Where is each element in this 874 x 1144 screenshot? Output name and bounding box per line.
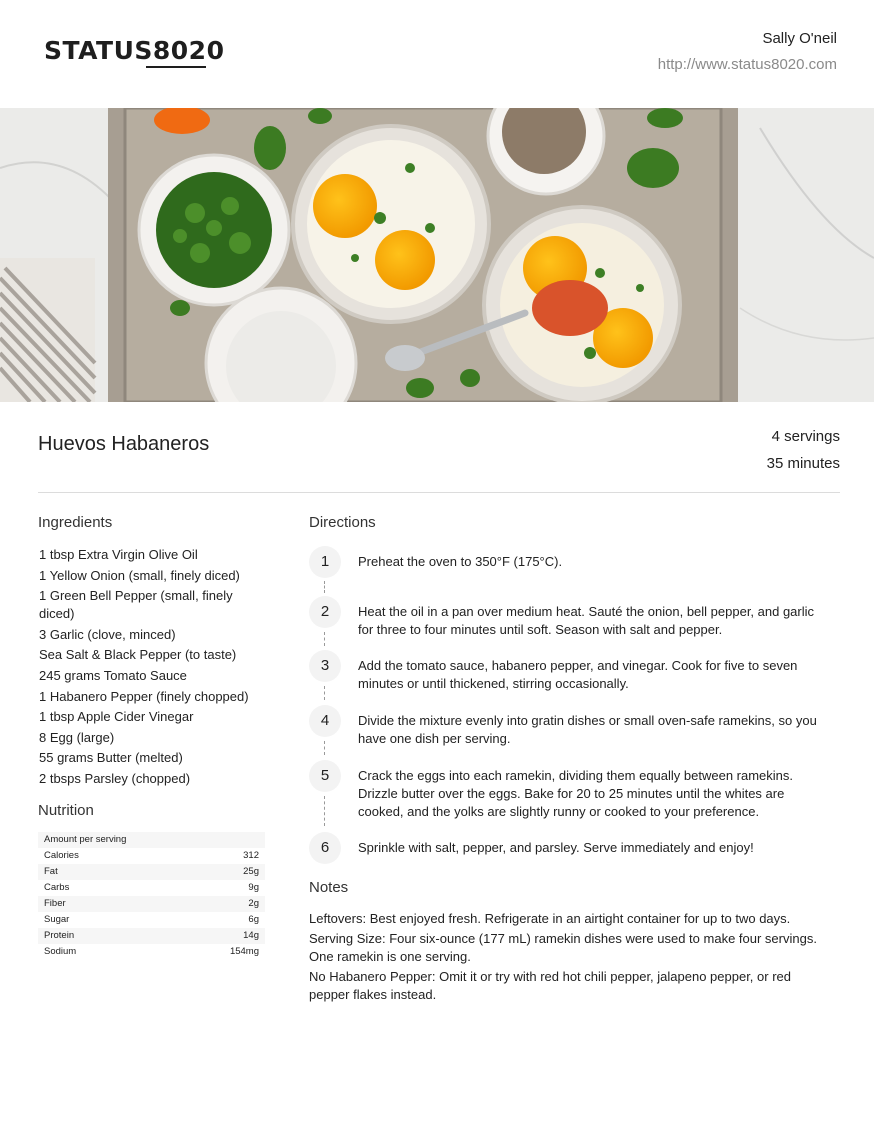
nutrition-label: Sodium	[44, 946, 77, 958]
step-text: Heat the oil in a pan over medium heat. Sauté the onion, bell pepper, and garlic for three to four minutes until soft. Season with salt and pepper.	[358, 604, 815, 637]
ingredient-item: 1 tbsp Extra Virgin Olive Oil	[39, 547, 198, 562]
ingredient-item: 1 Green Bell Pepper (small, finely diced)	[39, 588, 233, 622]
notes-list	[309, 910, 829, 1006]
section-divider	[38, 492, 840, 493]
nutrition-header-row	[38, 832, 265, 848]
step-connector	[324, 581, 325, 593]
nutrition-row	[38, 864, 265, 880]
nutrition-value: 25g	[243, 866, 259, 878]
nutrition-value: 154mg	[229, 946, 259, 958]
right-column	[309, 514, 840, 1002]
nutrition-label: Fat	[44, 866, 58, 878]
step-connector	[324, 632, 325, 646]
nutrition-table	[38, 832, 265, 960]
step-connector	[324, 686, 325, 700]
nutrition-label: Calories	[44, 850, 79, 862]
nutrition-value: 2g	[248, 898, 259, 910]
brand-logo: STATUS8020	[44, 36, 225, 65]
step-text: Sprinkle with salt, pepper, and parsley. Serve immediately and enjoy!	[358, 840, 754, 855]
notes-heading: Notes	[309, 879, 349, 896]
nutrition-row	[38, 848, 265, 864]
nutrition-row	[38, 944, 265, 960]
ingredients-heading: Ingredients	[38, 514, 113, 531]
step-number: 6	[309, 832, 341, 864]
step-connector	[324, 741, 325, 755]
nutrition-row	[38, 880, 265, 896]
nutrition-value: 9g	[248, 882, 259, 894]
nutrition-label: Sugar	[44, 914, 70, 926]
ingredient-item: 1 tbsp Apple Cider Vinegar	[39, 709, 194, 725]
ingredients-list	[38, 546, 268, 788]
note-item: Serving Size: Four six-ounce (177 mL) ramekin dishes were used to make four servings. One ramekin is one serving.	[309, 931, 817, 964]
step-connector	[324, 796, 325, 826]
nutrition-label: Fiber	[44, 898, 66, 910]
ingredient-item: 2 tbsps Parsley (chopped)	[39, 770, 191, 786]
step-text: Preheat the oven to 350°F (175°C).	[358, 554, 563, 569]
nutrition-heading: Nutrition	[38, 801, 94, 819]
servings-count: 4 servings	[771, 428, 840, 445]
logo-underline	[146, 66, 206, 68]
step-number: 5	[309, 760, 341, 792]
hero-photo-illustration	[0, 108, 874, 402]
nutrition-header-label: Amount per serving	[44, 834, 127, 846]
ingredient-item: 3 Garlic (clove, minced)	[39, 626, 176, 642]
recipe-meta	[767, 423, 840, 477]
nutrition-label: Protein	[44, 930, 75, 942]
note-item: No Habanero Pepper: Omit it or try with red hot chili pepper, jalapeno pepper, or red pepper flakes instead.	[309, 969, 791, 1002]
step-text: Add the tomato sauce, habanero pepper, and vinegar. Cook for five to seven minutes or until thickened, stirring occasionally.	[358, 658, 798, 691]
nutrition-row	[38, 896, 265, 912]
total-time: 35 minutes	[766, 455, 840, 472]
nutrition-value: 14g	[243, 930, 259, 942]
step-text: Crack the eggs into each ramekin, dividing them equally between ramekins. Drizzle butter over the eggs. Bake for 20 to 25 minutes until the whites are cooked, and the yolks are slightly runny or cooked to your preference.	[358, 768, 794, 819]
left-column	[38, 514, 268, 960]
ingredient-item: 1 Yellow Onion (small, finely diced)	[39, 567, 240, 583]
nutrition-row	[38, 912, 265, 928]
ingredient-item: 1 Habanero Pepper (finely chopped)	[39, 688, 249, 704]
page-header	[0, 0, 874, 108]
ingredient-item: 245 grams Tomato Sauce	[39, 667, 187, 683]
author-name: Sally O'neil	[762, 30, 837, 47]
site-url-link[interactable]: http://www.status8020.com	[657, 56, 837, 73]
ingredient-item: 55 grams Butter (melted)	[39, 750, 183, 766]
step-text: Divide the mixture evenly into gratin dishes or small oven-safe ramekins, so you have one dish per serving.	[358, 713, 817, 746]
step-number: 3	[309, 650, 341, 682]
recipe-title: Huevos Habaneros	[38, 433, 210, 455]
nutrition-label: Carbs	[44, 882, 70, 894]
directions-heading: Directions	[309, 514, 376, 531]
ingredient-item: 8 Egg (large)	[39, 729, 115, 745]
step-number: 2	[309, 596, 341, 628]
recipe-title-row	[38, 420, 840, 492]
nutrition-value: 312	[243, 850, 259, 862]
step-number: 4	[309, 705, 341, 737]
ingredient-item: Sea Salt & Black Pepper (to taste)	[39, 647, 237, 663]
note-item: Leftovers: Best enjoyed fresh. Refrigerate in an airtight container for up to two days.	[309, 911, 791, 926]
nutrition-value: 6g	[248, 914, 259, 926]
striped-towel	[0, 258, 95, 402]
step-number: 1	[309, 546, 341, 578]
hero-photo	[0, 108, 874, 402]
nutrition-row	[38, 928, 265, 944]
